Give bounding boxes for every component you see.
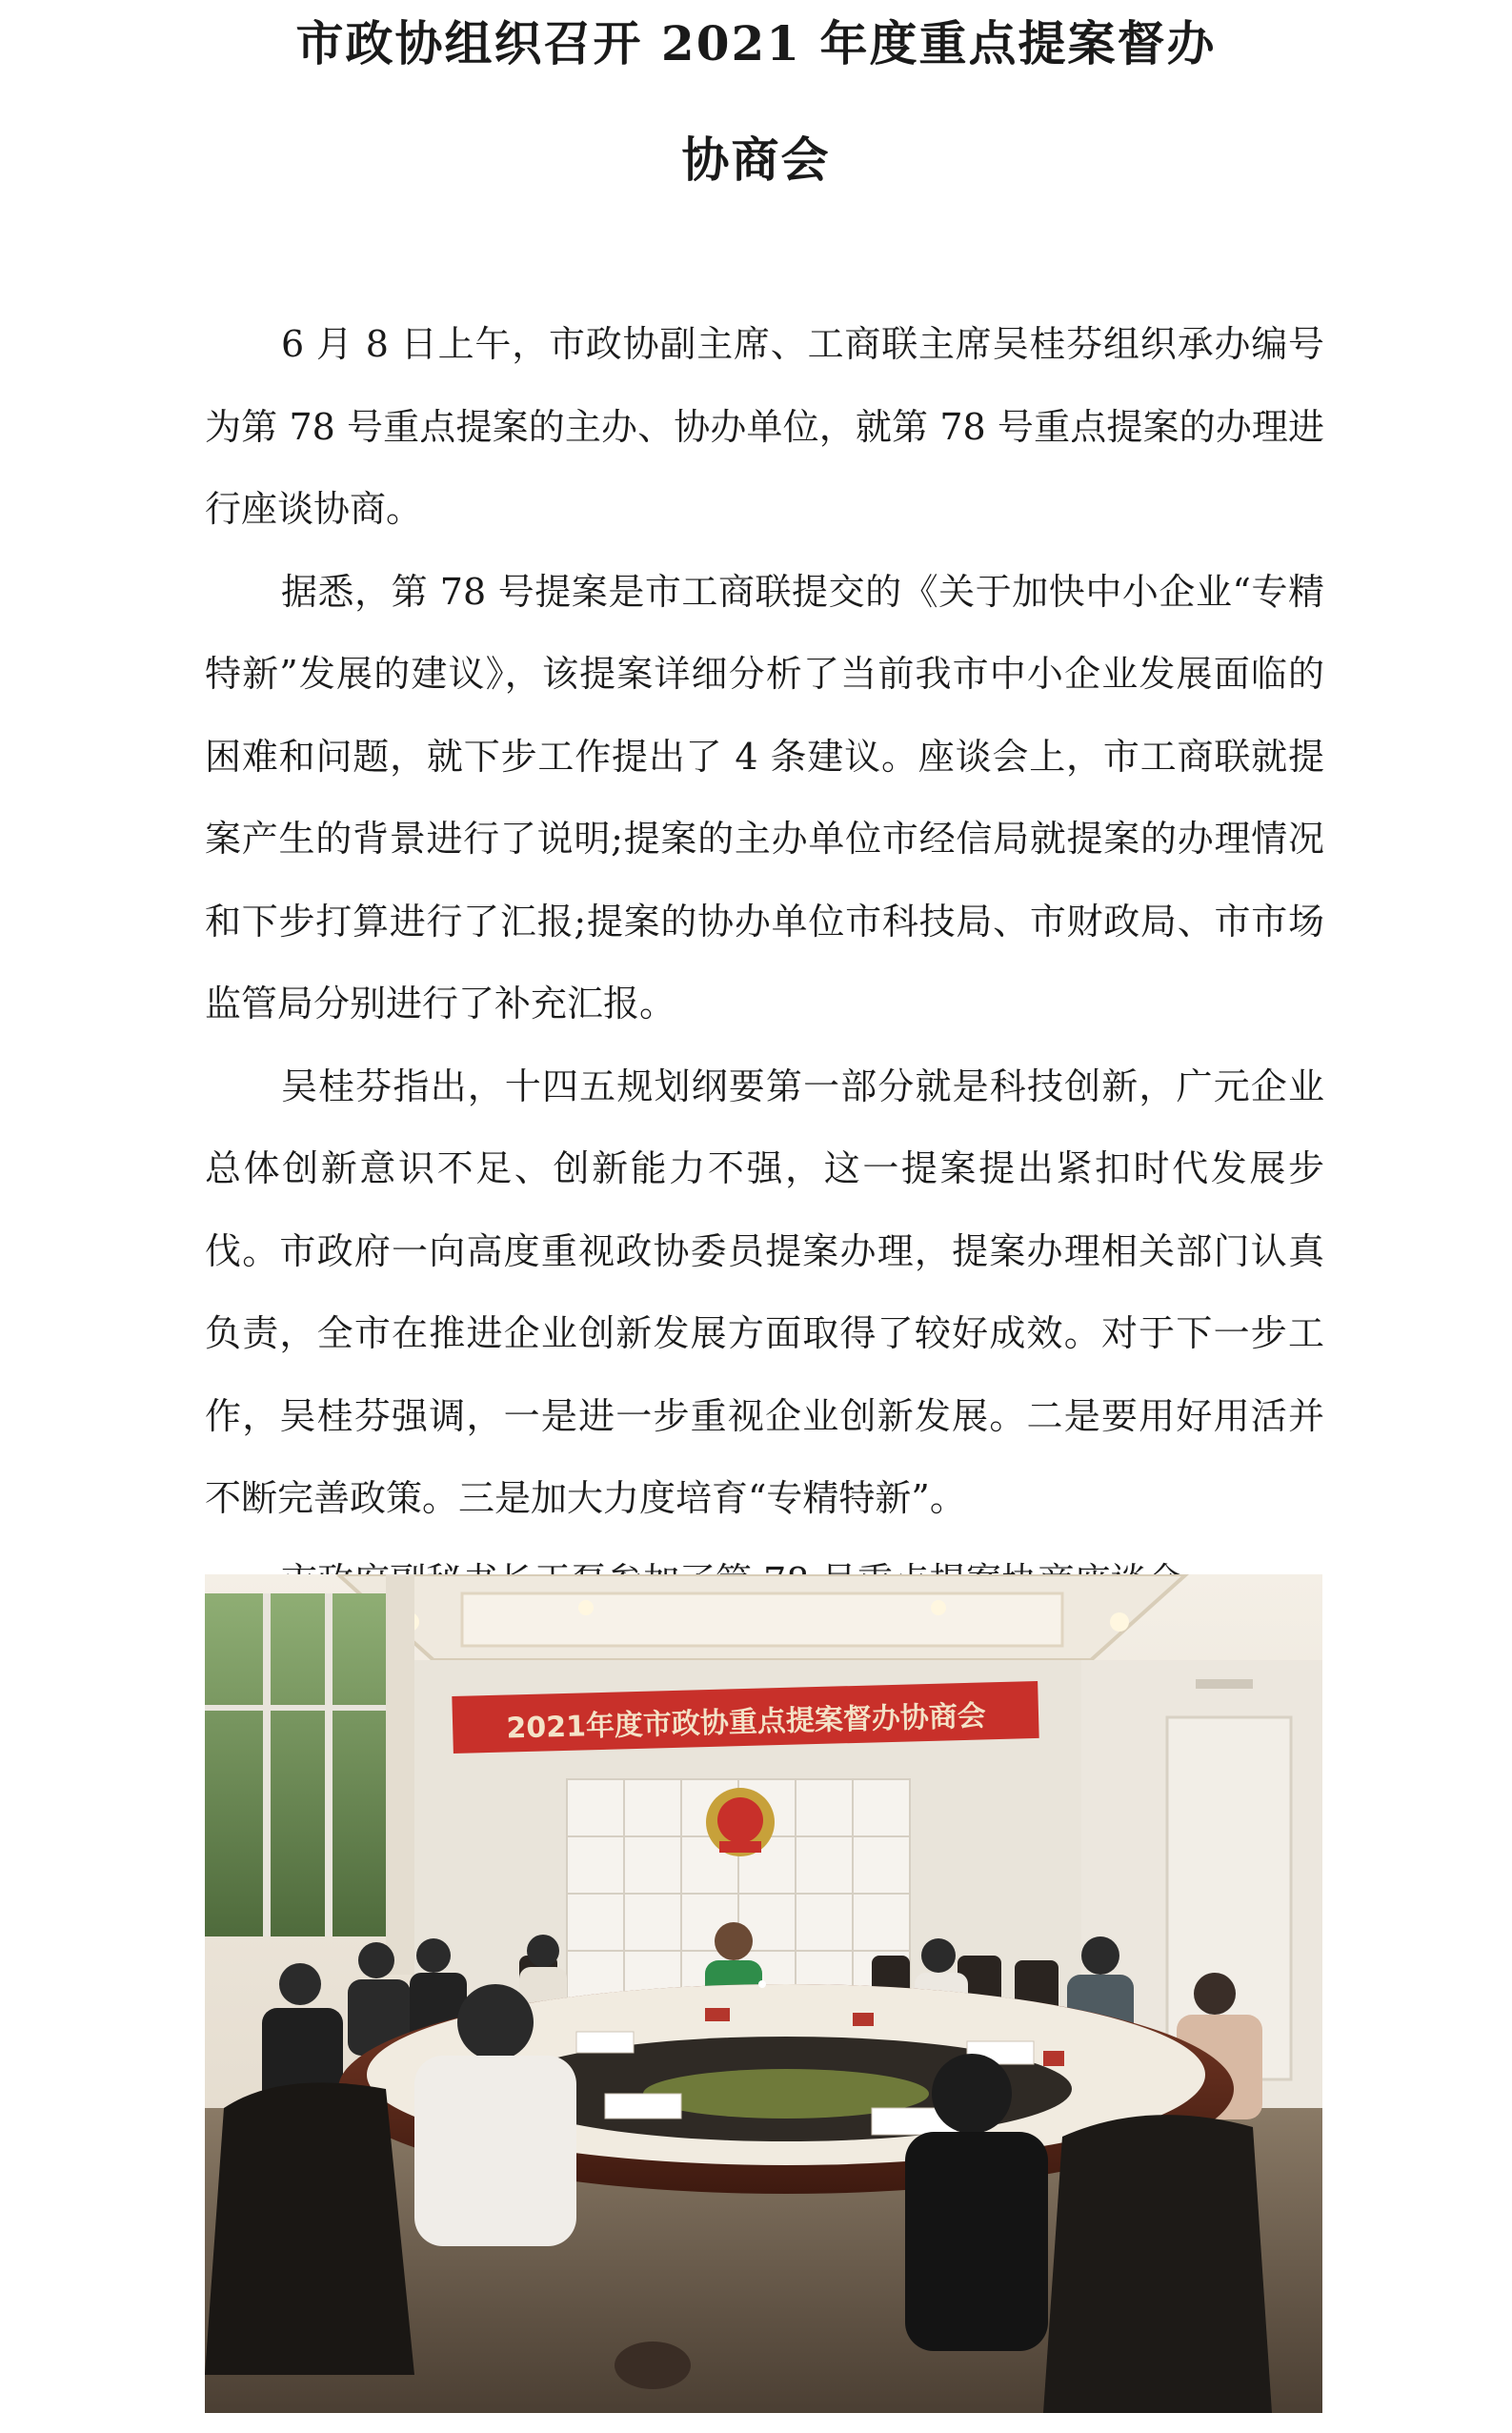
article-body: [205, 303, 1324, 1622]
doc-title-line-2: 协商会: [681, 132, 831, 188]
paragraph: 吴桂芬指出，十四五规划纲要第一部分就是科技创新，广元企业总体创新意识不足、创新能力不强，这一提案提出紧扣时代发展步伐。市政府一向高度重视政协委员提案办理，提案办理相关部门认真负责，全市在推进企业创新发展方面取得了较好成效。对于下一步工作，吴桂芬强调，一是进一步重视企业创新发展。二是要用好用活并不断完善政策。三是加大力度培育“专精特新”。: [205, 1064, 1324, 1519]
paragraph: 据悉，第 78 号提案是市工商联提交的《关于加快中小企业“专精特新”发展的建议》，该提案详细分析了当前我市中小企业发展面临的困难和问题，就下步工作提出了 4 条建议。座谈会上，市工商联就提案产生的背景进行了说明;提案的主办单位市经信局就提案的办理情况和下步打算进行了汇报;提案的协办单位市科技局、市财政局、市市场监管局分别进行了补充汇报。: [205, 570, 1324, 1024]
doc-title-line-1: 市政协组织召开 2021 年度重点提案督办: [295, 15, 1217, 71]
meeting-photo: [205, 1574, 1322, 2413]
paragraph: 6 月 8 日上午，市政协副主席、工商联主席吴桂芬组织承办编号为第 78 号重点提案的主办、协办单位，就第 78 号重点提案的办理进行座谈协商。: [205, 323, 1324, 530]
banner-text: 2021年度市政协重点提案督办协商会: [506, 1699, 987, 1746]
